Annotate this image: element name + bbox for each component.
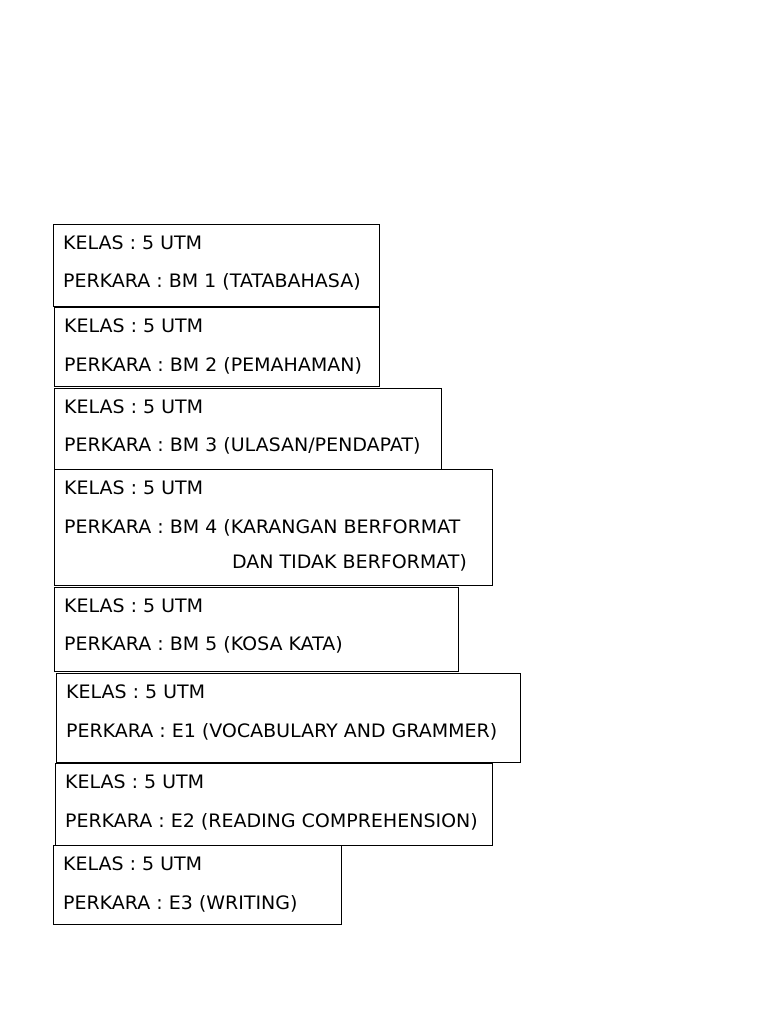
label-box-bm4 [54,469,493,586]
kelas-text: KELAS : 5 UTM [65,771,205,793]
label-box-bm3 [54,388,442,470]
label-box-e3 [53,845,342,925]
kelas-text: KELAS : 5 UTM [64,396,204,418]
perkara-text: PERKARA : BM 3 (ULASAN/PENDAPAT) [64,434,421,456]
label-box-e2 [55,763,493,846]
perkara-text: PERKARA : E2 (READING COMPREHENSION) [65,810,478,832]
perkara-text: PERKARA : BM 4 (KARANGAN BERFORMAT [64,516,461,538]
kelas-text: KELAS : 5 UTM [64,315,204,337]
label-box-e1 [56,673,521,763]
label-box-bm5 [54,587,459,672]
label-box-bm2 [54,307,380,387]
label-box-bm1 [53,224,380,307]
kelas-text: KELAS : 5 UTM [66,681,206,703]
perkara-text: PERKARA : E1 (VOCABULARY AND GRAMMER) [66,720,498,742]
perkara-text: PERKARA : BM 2 (PEMAHAMAN) [64,354,362,376]
kelas-text: KELAS : 5 UTM [63,232,203,254]
kelas-text: KELAS : 5 UTM [64,595,204,617]
perkara-text: PERKARA : E3 (WRITING) [63,892,298,914]
kelas-text: KELAS : 5 UTM [63,853,203,875]
perkara-text-continued: DAN TIDAK BERFORMAT) [232,551,467,573]
perkara-text: PERKARA : BM 1 (TATABAHASA) [63,270,361,292]
kelas-text: KELAS : 5 UTM [64,477,204,499]
perkara-text: PERKARA : BM 5 (KOSA KATA) [64,633,343,655]
